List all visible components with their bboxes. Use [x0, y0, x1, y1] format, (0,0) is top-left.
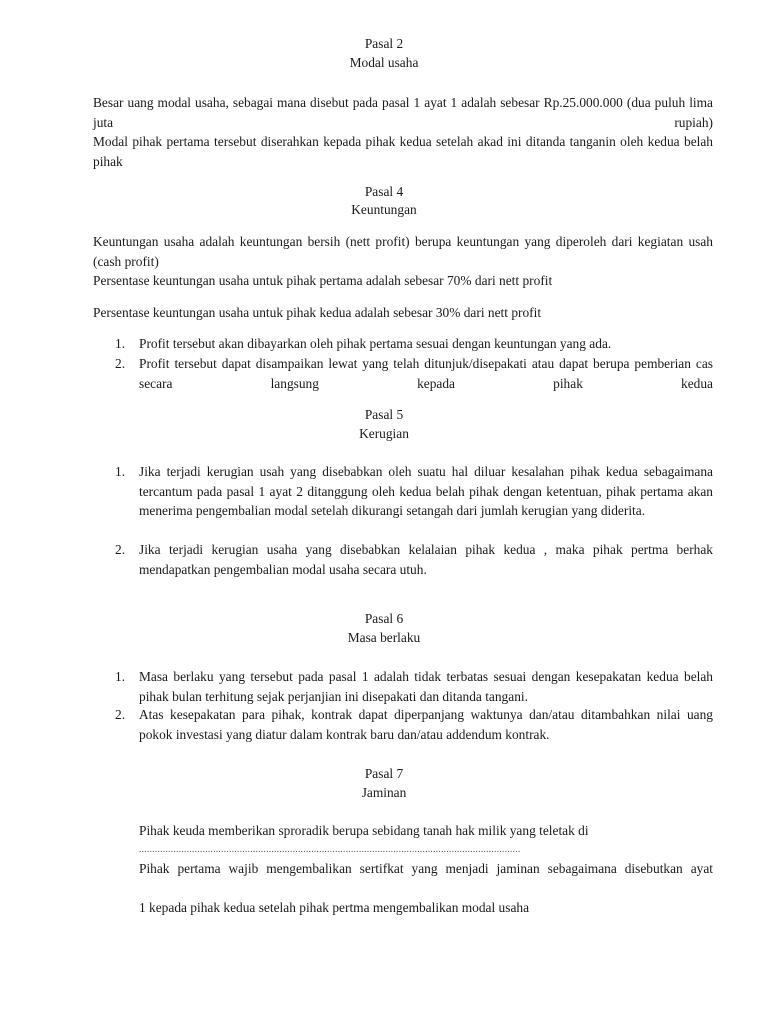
pasal-7-paragraph: Pihak keuda memberikan sproradik berupa sebidang tanah hak milik yang teletak di [139, 823, 589, 838]
list-number: 1. [115, 464, 126, 479]
pasal-7-paragraph: 1 kepada pihak kedua setelah pihak pertma mengembalikan modal usaha [139, 900, 530, 915]
list-item: Profit tersebut akan dibayarkan oleh pihak pertama sesuai dengan keuntungan yang ada. [139, 336, 612, 351]
list-number: 2. [115, 356, 126, 371]
pasal-7-number: Pasal 7 [364, 766, 404, 781]
list-item: Profit tersebut dapat disampaikan lewat yang telah ditunjuk/disepakati atau dapat berupa pemberian cas secara langsung kepada pihak kedua [139, 356, 713, 391]
pasal-2-paragraph: Besar uang modal usaha, sebagai mana disebut pada pasal 1 ayat 1 adalah sebesar Rp.25.000.000 (dua puluh lima juta rupiah) [93, 95, 713, 130]
pasal-6-number: Pasal 6 [364, 611, 404, 626]
list-number: 2. [115, 707, 126, 722]
list-number: 1. [115, 669, 126, 684]
pasal-4-paragraph: Keuntungan usaha adalah keuntungan bersih (nett profit) berupa keuntungan yang diperoleh dari kegiatan usah (cash profit) [93, 234, 713, 269]
pasal-4-title: Keuntungan [351, 202, 417, 217]
pasal-5-number: Pasal 5 [364, 407, 404, 422]
list-item: Jika terjadi kerugian usah yang disebabkan oleh suatu hal diluar kesalahan pihak kedua sebagaimana tercantum pada pasal 1 ayat 2 ditanggung oleh kedua belah pihak dengan ketentuan, pihak pertama akan menerima pengembalian modal setelah dikurangi setangah dari jumlah kerugian yang diderita. [139, 464, 713, 518]
list-number: 1. [115, 336, 126, 351]
pasal-4-number: Pasal 4 [364, 184, 404, 199]
pasal-7-title: Jaminan [361, 785, 407, 800]
list-item: Atas kesepakatan para pihak, kontrak dapat diperpanjang waktunya dan/atau ditambahkan nilai uang pokok investasi yang diatur dalam kontrak baru dan/atau addendum kontrak. [139, 707, 713, 742]
fill-in-dotted-line: ................................................................................................................................................ [139, 844, 521, 854]
pasal-5-title: Kerugian [359, 426, 409, 441]
pasal-4-paragraph: Persentase keuntungan usaha untuk pihak kedua adalah sebesar 30% dari nett profit [93, 305, 542, 320]
pasal-2-paragraph: Modal pihak pertama tersebut diserahkan kepada pihak kedua setelah akad ini ditanda tanganin oleh kedua belah pihak [93, 134, 713, 169]
list-item: Jika terjadi kerugian usaha yang disebabkan kelalaian pihak kedua , maka pihak pertma berhak mendapatkan pengembalian modal usaha secara utuh. [139, 542, 713, 577]
list-number: 2. [115, 542, 126, 557]
pasal-4-paragraph: Persentase keuntungan usaha untuk pihak pertama adalah sebesar 70% dari nett profit [93, 273, 553, 288]
list-item: Masa berlaku yang tersebut pada pasal 1 adalah tidak terbatas sesuai dengan kesepakatan kedua belah pihak bulan terhitung sejak perjanjian ini disepakati dan ditanda tangani. [139, 669, 713, 704]
pasal-6-title: Masa berlaku [347, 630, 421, 645]
pasal-7-paragraph: Pihak pertama wajib mengembalikan sertifkat yang menjadi jaminan sebagaimana disebutkan ayat [139, 861, 713, 876]
pasal-2-number: Pasal 2 [364, 36, 404, 51]
pasal-2-title: Modal usaha [349, 55, 419, 70]
